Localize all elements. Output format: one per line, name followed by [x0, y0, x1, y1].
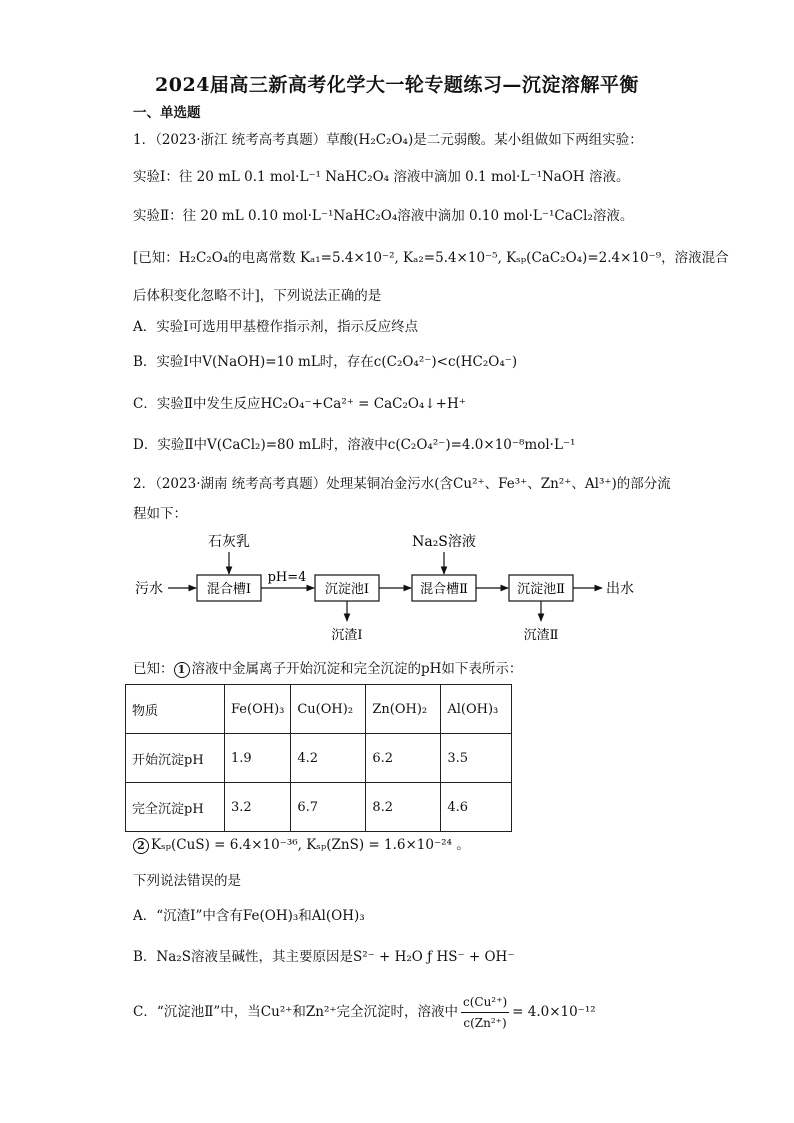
flow-tank1-label: 混合槽Ⅰ [206, 582, 252, 597]
q1-option-d: D．实验Ⅱ中V(CaCl₂)=80 mL时，溶液中c(C₂O₄²⁻)=4.0×10⁻⁸mol·L⁻¹ [133, 437, 576, 453]
q2-option-c [133, 992, 596, 1033]
circled-number-2: 2 [133, 838, 149, 854]
flow-output-label: 出水 [606, 581, 634, 597]
table-cell: 6.2 [366, 734, 441, 783]
q2-option-c-prefix: C．“沉淀池Ⅱ”中，当Cu²⁺和Zn²⁺完全沉淀时，溶液中 [133, 1004, 458, 1020]
flow-input-label: 污水 [135, 581, 163, 597]
q1-known-line-2: 后体积变化忽略不计]，下列说法正确的是 [133, 288, 382, 304]
flow-tank2-label: 混合槽Ⅱ [420, 582, 468, 597]
q2-option-a: A．“沉渣Ⅰ”中含有Fe(OH)₃和Al(OH)₃ [133, 908, 365, 924]
q2-known-intro: 溶液中金属离子开始沉淀和完全沉淀的pH如下表所示： [191, 661, 523, 677]
flow-reagent2-label: Na₂S溶液 [412, 534, 476, 550]
q2-prompt: 下列说法错误的是 [133, 873, 241, 889]
q1-experiment-1: 实验Ⅰ：往 20 mL 0.1 mol·L⁻¹ NaHC₂O₄ 溶液中滴加 0.1 mol·L⁻¹NaOH 溶液。 [133, 169, 630, 185]
table-cell: 3.5 [441, 734, 512, 783]
table-cell: 6.7 [291, 783, 366, 832]
flow-reagent1-label: 石灰乳 [208, 534, 250, 550]
concentration-ratio-fraction [461, 992, 509, 1033]
table-header-cell: 物质 [126, 685, 225, 734]
flow-pool2-label: 沉淀池Ⅱ [517, 582, 565, 597]
table-header-cell: Cu(OH)₂ [291, 685, 366, 734]
table-cell: 8.2 [366, 783, 441, 832]
process-flow-diagram [130, 528, 650, 650]
table-header-cell: Zn(OH)₂ [366, 685, 441, 734]
q1-option-a: A．实验Ⅰ可选用甲基橙作指示剂，指示反应终点 [133, 319, 419, 335]
table-cell: 3.2 [225, 783, 291, 832]
page-title: 2024届高三新高考化学大一轮专题练习—沉淀溶解平衡 [155, 74, 639, 96]
q1-stem: 1．（2023·浙江 统考高考真题）草酸(H₂C₂O₄)是二元弱酸。某小组做如下两组实验： [133, 132, 643, 148]
table-cell: 1.9 [225, 734, 291, 783]
flow-ph-label: pH=4 [267, 570, 307, 585]
table-cell: 开始沉淀pH [126, 734, 225, 783]
precipitation-ph-table [125, 684, 512, 832]
q2-known-line [133, 660, 522, 678]
table-row [126, 783, 512, 832]
table-header-cell: Al(OH)₃ [441, 685, 512, 734]
fraction-numerator: c(Cu²⁺) [461, 992, 509, 1013]
q2-known-label: 已知： [133, 661, 174, 677]
flow-residue1-label: 沉渣Ⅰ [331, 628, 363, 643]
q2-ksp-line [133, 836, 470, 854]
table-cell: 完全沉淀pH [126, 783, 225, 832]
table-cell: 4.6 [441, 783, 512, 832]
q1-option-b: B．实验Ⅰ中V(NaOH)=10 mL时，存在c(C₂O₄²⁻)<c(HC₂O₄⁻) [133, 354, 518, 370]
q2-stem-line-2: 程如下： [133, 506, 187, 522]
q2-ksp-text: Kₛₚ(CuS) = 6.4×10⁻³⁶, Kₛₚ(ZnS) = 1.6×10⁻²⁴ 。 [151, 837, 470, 853]
circled-number-1: 1 [174, 662, 190, 678]
flow-residue2-label: 沉渣Ⅱ [523, 628, 559, 643]
q1-option-c: C．实验Ⅱ中发生反应HC₂O₄⁻+Ca²⁺ = CaC₂O₄↓+H⁺ [133, 396, 466, 412]
q2-option-c-value: = 4.0×10⁻¹² [512, 1004, 596, 1020]
q2-option-b: B．Na₂S溶液呈碱性，其主要原因是S²⁻ + H₂O ƒ HS⁻ + OH⁻ [133, 949, 515, 965]
flow-pool1-label: 沉淀池Ⅰ [324, 582, 370, 597]
table-row [126, 734, 512, 783]
section-heading: 一、单选题 [133, 105, 201, 121]
q1-known-line-1: [已知：H₂C₂O₄的电离常数 Kₐ₁=5.4×10⁻², Kₐ₂=5.4×10⁻⁵, Kₛₚ(CaC₂O₄)=2.4×10⁻⁹，溶液混合 [133, 250, 729, 266]
q1-experiment-2: 实验Ⅱ：往 20 mL 0.10 mol·L⁻¹NaHC₂O₄溶液中滴加 0.10 mol·L⁻¹CaCl₂溶液。 [133, 208, 634, 224]
table-header-cell: Fe(OH)₃ [225, 685, 291, 734]
table-cell: 4.2 [291, 734, 366, 783]
q2-stem-line-1: 2．（2023·湖南 统考高考真题）处理某铜冶金污水(含Cu²⁺、Fe³⁺、Zn²⁺、Al³⁺)的部分流 [133, 476, 671, 492]
fraction-denominator: c(Zn²⁺) [463, 1016, 507, 1030]
table-header-row [126, 685, 512, 734]
